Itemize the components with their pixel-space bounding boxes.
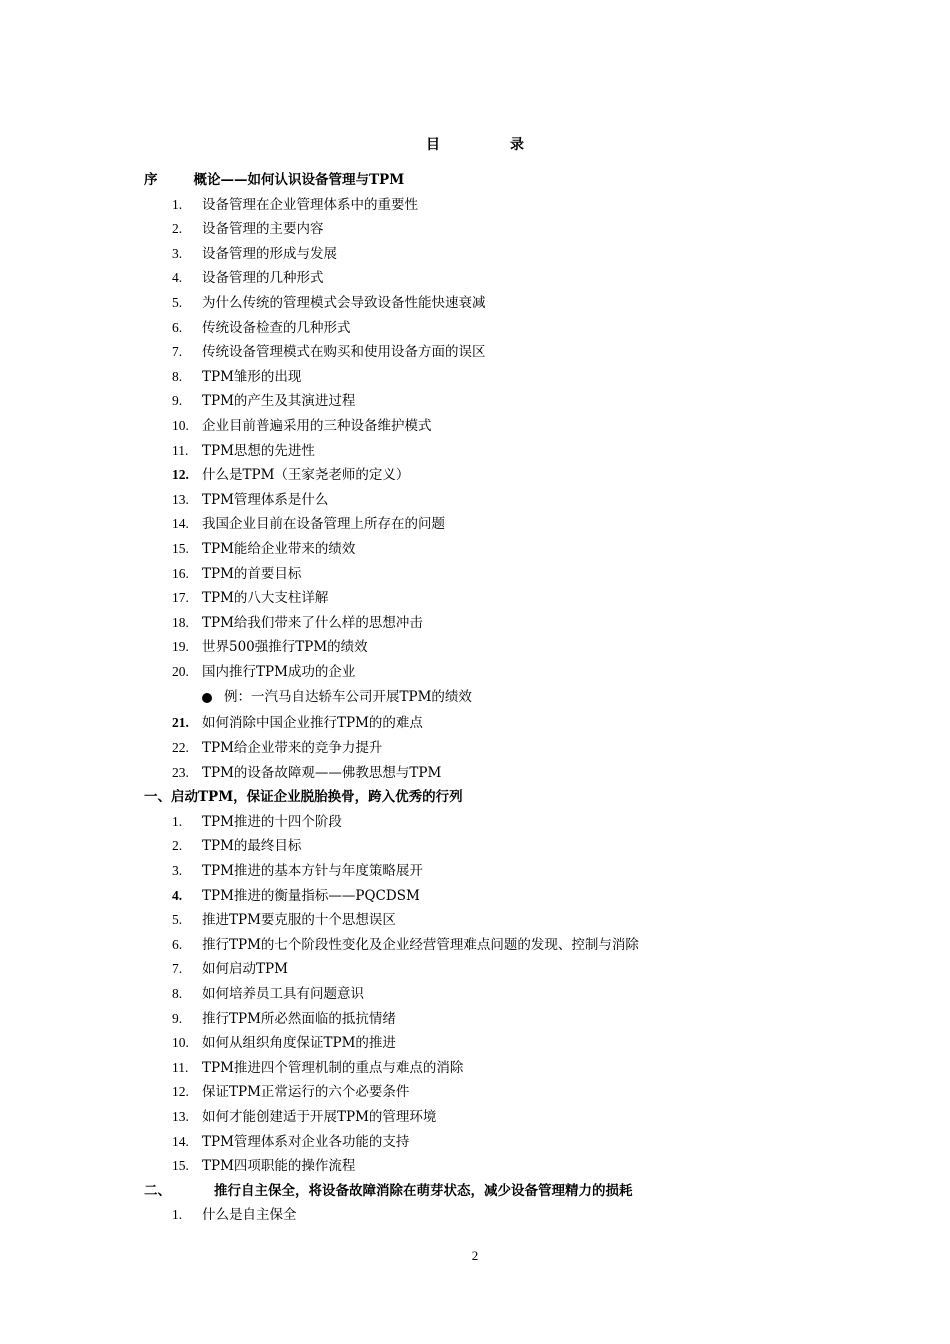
item-number: 14. [172, 516, 189, 532]
item-number: 17. [172, 590, 189, 606]
item-text: TPM的产生及其演进过程 [202, 393, 356, 410]
toc-item [144, 1056, 864, 1081]
item-number: 23. [172, 764, 189, 780]
item-number: 5. [172, 912, 183, 928]
toc-item [144, 193, 864, 218]
item-number: 2. [172, 838, 183, 854]
item-number: 8. [172, 368, 183, 384]
toc-item [144, 291, 864, 316]
bullet-dot-icon [202, 693, 212, 703]
toc-item [144, 810, 864, 835]
item-text: TPM的首要目标 [202, 565, 302, 582]
toc-item [144, 586, 864, 611]
item-text: 传统设备检查的几种形式 [202, 319, 351, 336]
toc-item [144, 512, 864, 537]
item-number: 13. [172, 1108, 189, 1124]
item-number: 12. [172, 1084, 189, 1100]
toc-item [144, 1007, 864, 1032]
item-text: TPM的八大支柱详解 [202, 590, 329, 607]
item-number: 20. [172, 663, 189, 679]
item-number: 14. [172, 1133, 189, 1149]
section-heading-two [144, 1179, 864, 1204]
bullet-text: 例：一汽马自达轿车公司开展TPM的绩效 [224, 689, 472, 706]
item-text: TPM管理体系是什么 [202, 491, 329, 508]
toc-item [144, 242, 864, 267]
item-text: 设备管理在企业管理体系中的重要性 [202, 196, 418, 213]
item-text: TPM思想的先进性 [202, 442, 315, 459]
item-text: 如何才能创建适于开展TPM的管理环境 [202, 1108, 437, 1125]
page-title: 目 录 [426, 137, 552, 153]
toc-item [144, 711, 864, 736]
item-number: 10. [172, 1035, 189, 1051]
item-text: TPM给我们带来了什么样的思想冲击 [202, 614, 423, 631]
item-text: TPM推进的衡量指标——PQCDSM [202, 887, 420, 904]
table-of-contents [144, 168, 864, 1228]
item-number: 4. [172, 887, 183, 903]
item-number: 16. [172, 565, 189, 581]
item-number: 12. [172, 467, 189, 483]
toc-item [144, 957, 864, 982]
toc-item [144, 414, 864, 439]
section-title: 启动TPM，保证企业脱胎换骨，跨入优秀的行列 [171, 789, 463, 806]
item-text: 保证TPM正常运行的六个必要条件 [202, 1084, 410, 1101]
item-text: 企业目前普遍采用的三种设备维护模式 [202, 417, 432, 434]
item-text: TPM推进的十四个阶段 [202, 813, 342, 830]
toc-item [144, 463, 864, 488]
item-number: 21. [172, 715, 189, 731]
toc-item [144, 834, 864, 859]
section-heading-one [144, 785, 864, 810]
item-number: 11. [172, 1059, 189, 1075]
toc-item [144, 439, 864, 464]
item-number: 4. [172, 270, 183, 286]
toc-item [144, 488, 864, 513]
item-number: 13. [172, 491, 189, 507]
toc-item [144, 1031, 864, 1056]
item-number: 11. [172, 442, 189, 458]
item-text: 设备管理的几种形式 [202, 270, 324, 287]
toc-item [144, 1105, 864, 1130]
item-text: 什么是自主保全 [202, 1207, 297, 1224]
item-text: 推行TPM的七个阶段性变化及企业经营管理难点问题的发现、控制与消除 [202, 936, 639, 953]
item-number: 1. [172, 813, 183, 829]
item-text: TPM给企业带来的竞争力提升 [202, 740, 383, 757]
section-heading-intro [144, 168, 864, 193]
toc-item [144, 908, 864, 933]
item-number: 1. [172, 1207, 183, 1223]
section-label: 一、 [144, 789, 171, 806]
toc-item [144, 1154, 864, 1179]
item-number: 18. [172, 614, 189, 630]
item-text: 如何启动TPM [202, 961, 288, 978]
toc-item [144, 266, 864, 291]
item-text: 我国企业目前在设备管理上所存在的问题 [202, 516, 445, 533]
toc-item [144, 217, 864, 242]
toc-item [144, 1080, 864, 1105]
item-number: 5. [172, 294, 183, 310]
item-number: 1. [172, 196, 183, 212]
item-text: 世界500强推行TPM的绩效 [202, 639, 368, 656]
item-number: 22. [172, 740, 189, 756]
item-number: 6. [172, 936, 183, 952]
item-text: TPM的设备故障观——佛教思想与TPM [202, 764, 442, 781]
toc-item [144, 660, 864, 685]
item-text: 如何培养员工具有问题意识 [202, 986, 364, 1002]
item-number: 10. [172, 417, 189, 433]
item-number: 9. [172, 393, 183, 409]
item-text: TPM雏形的出现 [202, 368, 302, 385]
item-text: 设备管理的主要内容 [202, 221, 324, 238]
toc-item [144, 562, 864, 587]
item-number: 9. [172, 1010, 183, 1026]
toc-item [144, 611, 864, 636]
item-text: 推行TPM所必然面临的抵抗情绪 [202, 1010, 396, 1027]
item-text: TPM管理体系对企业各功能的支持 [202, 1133, 410, 1150]
toc-item [144, 982, 864, 1007]
toc-item [144, 761, 864, 786]
item-number: 15. [172, 540, 189, 556]
toc-item [144, 933, 864, 958]
item-text: TPM推进四个管理机制的重点与难点的消除 [202, 1059, 464, 1076]
item-text: 如何从组织角度保证TPM的推进 [202, 1035, 396, 1052]
item-number: 7. [172, 961, 183, 977]
item-text: 为什么传统的管理模式会导致设备性能快速衰减 [202, 294, 486, 311]
toc-item [144, 537, 864, 562]
item-text: TPM推进的基本方针与年度策略展开 [202, 863, 423, 880]
toc-item [144, 1130, 864, 1155]
item-text: 如何消除中国企业推行TPM的的难点 [202, 715, 423, 732]
item-text: 推进TPM要克服的十个思想误区 [202, 912, 396, 929]
toc-item [144, 340, 864, 365]
section-title: 推行自主保全，将设备故障消除在萌芽状态，减少设备管理精力的损耗 [214, 1182, 633, 1199]
toc-item [144, 316, 864, 341]
item-number: 6. [172, 319, 183, 335]
section-title: 概论——如何认识设备管理与TPM [193, 172, 405, 188]
item-text: TPM四项职能的操作流程 [202, 1158, 356, 1175]
item-text: 什么是TPM（王家尧老师的定义） [202, 467, 410, 484]
toc-item [144, 635, 864, 660]
page-number: 2 [471, 1248, 479, 1263]
item-number: 19. [172, 639, 189, 655]
toc-item [144, 365, 864, 390]
item-text: 传统设备管理模式在购买和使用设备方面的误区 [202, 344, 486, 361]
item-number: 8. [172, 986, 183, 1001]
item-text: TPM的最终目标 [202, 838, 302, 855]
toc-item [144, 736, 864, 761]
toc-item [144, 859, 864, 884]
item-text: 国内推行TPM成功的企业 [202, 663, 356, 680]
item-number: 15. [172, 1158, 189, 1174]
item-number: 7. [172, 344, 183, 360]
item-number: 3. [172, 245, 183, 261]
item-number: 3. [172, 863, 183, 879]
toc-item [144, 389, 864, 414]
item-text: 设备管理的形成与发展 [202, 245, 337, 262]
section-label: 二、 [144, 1182, 171, 1199]
section-label: 序 [144, 172, 158, 188]
toc-item [144, 884, 864, 909]
item-number: 2. [172, 221, 183, 237]
item-text: TPM能给企业带来的绩效 [202, 540, 356, 557]
bullet-item [144, 684, 864, 711]
toc-item [144, 1203, 864, 1228]
